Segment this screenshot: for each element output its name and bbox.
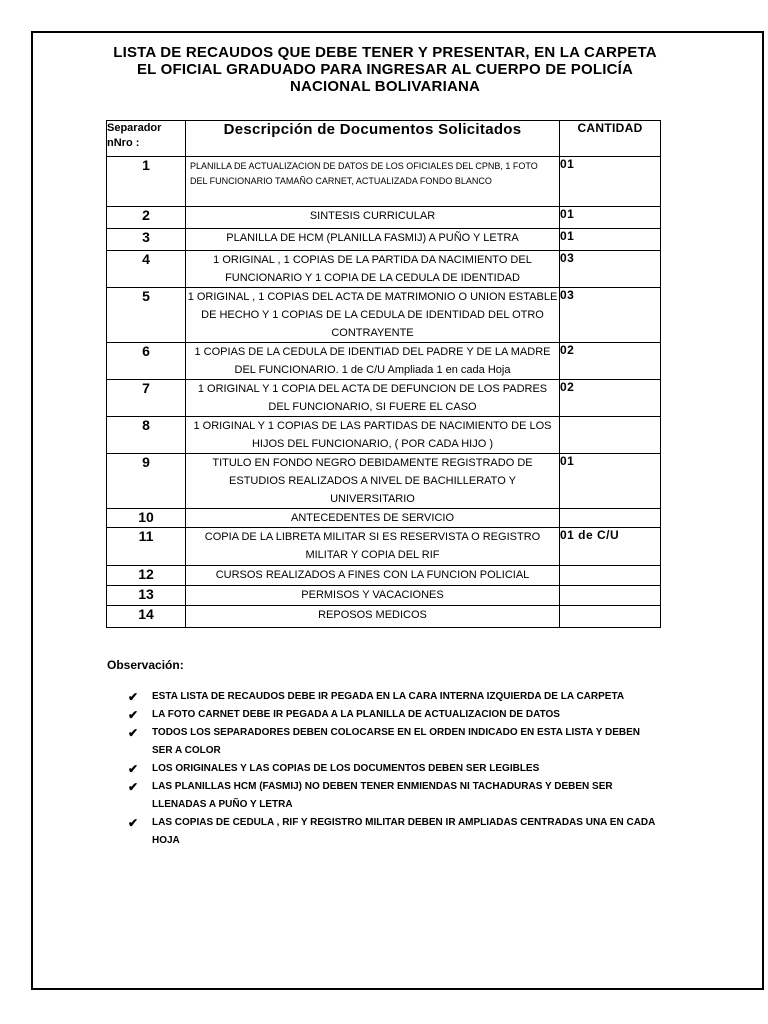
table-body [107, 157, 661, 628]
separator-number: 12 [107, 566, 186, 586]
separator-number: 2 [107, 207, 186, 229]
table-row [107, 251, 661, 288]
observation-text: LAS COPIAS DE CEDULA , RIF Y REGISTRO MILITAR DEBEN IR AMPLIADAS CENTRADAS UNA EN CADA HOJA [152, 817, 655, 846]
list-item [128, 760, 658, 778]
list-item [128, 724, 658, 760]
separator-number: 1 [107, 157, 186, 207]
separator-number: 7 [107, 380, 186, 417]
observation-text: LA FOTO CARNET DEBE IR PEGADA A LA PLANILLA DE ACTUALIZACION DE DATOS [152, 709, 560, 720]
table-row [107, 454, 661, 509]
document-quantity [560, 509, 661, 528]
observations-list [128, 688, 658, 850]
document-description: 1 ORIGINAL , 1 COPIAS DEL ACTA DE MATRIMONIO O UNION ESTABLE DE HECHO Y 1 COPIAS DE LA CEDULA DE IDENTIDAD DEL OTRO CONTRAYENTE [186, 288, 560, 343]
list-item [128, 706, 658, 724]
table-row [107, 207, 661, 229]
document-title [60, 44, 710, 95]
document-quantity: 01 de C/U [560, 528, 661, 566]
header-descripcion: Descripción de Documentos Solicitados [186, 121, 560, 157]
document-quantity: 01 [560, 157, 661, 207]
document-description: PERMISOS Y VACACIONES [186, 586, 560, 606]
checkmark-icon: ✔ [128, 708, 139, 722]
document-description: TITULO EN FONDO NEGRO DEBIDAMENTE REGISTRADO DE ESTUDIOS REALIZADOS A NIVEL DE BACHILLERATO Y UNIVERSITARIO [186, 454, 560, 509]
document-description: SINTESIS CURRICULAR [186, 207, 560, 229]
separator-number: 4 [107, 251, 186, 288]
separator-number: 9 [107, 454, 186, 509]
table-row [107, 229, 661, 251]
document-description: 1 ORIGINAL Y 1 COPIAS DE LAS PARTIDAS DE NACIMIENTO DE LOS HIJOS DEL FUNCIONARIO, ( POR CADA HIJO ) [186, 417, 560, 454]
document-quantity: 01 [560, 454, 661, 509]
list-item [128, 688, 658, 706]
observation-text: TODOS LOS SEPARADORES DEBEN COLOCARSE EN EL ORDEN INDICADO EN ESTA LISTA Y DEBEN SER A COLOR [152, 727, 641, 756]
checkmark-icon: ✔ [128, 762, 139, 776]
documents-table [106, 120, 661, 628]
table-row [107, 566, 661, 586]
document-quantity: 03 [560, 251, 661, 288]
separator-number: 8 [107, 417, 186, 454]
document-quantity [560, 586, 661, 606]
checkmark-icon: ✔ [128, 816, 139, 830]
table-row [107, 586, 661, 606]
table-row [107, 509, 661, 528]
separator-number: 10 [107, 509, 186, 528]
document-quantity [560, 566, 661, 586]
document-description: 1 ORIGINAL , 1 COPIAS DE LA PARTIDA DA NACIMIENTO DEL FUNCIONARIO Y 1 COPIA DE LA CEDULA DE IDENTIDAD [186, 251, 560, 288]
document-description: CURSOS REALIZADOS A FINES CON LA FUNCION POLICIAL [186, 566, 560, 586]
document-quantity: 01 [560, 207, 661, 229]
document-quantity: 01 [560, 229, 661, 251]
document-quantity [560, 606, 661, 628]
document-description: COPIA DE LA LIBRETA MILITAR SI ES RESERVISTA O REGISTRO MILITAR Y COPIA DEL RIF [186, 528, 560, 566]
separator-number: 5 [107, 288, 186, 343]
separator-number: 13 [107, 586, 186, 606]
separator-number: 14 [107, 606, 186, 628]
document-description: PLANILLA DE ACTUALIZACION DE DATOS DE LOS OFICIALES DEL CPNB, 1 FOTO DEL FUNCIONARIO TAMAÑO CARNET, ACTUALIZADA FONDO BLANCO [186, 157, 560, 207]
separator-number: 3 [107, 229, 186, 251]
separator-number: 11 [107, 528, 186, 566]
document-quantity [560, 417, 661, 454]
document-description: REPOSOS MEDICOS [186, 606, 560, 628]
table-row [107, 343, 661, 380]
document-description: PLANILLA DE HCM (PLANILLA FASMIJ) A PUÑO Y LETRA [186, 229, 560, 251]
table-row [107, 528, 661, 566]
title-line-2: EL OFICIAL GRADUADO PARA INGRESAR AL CUERPO DE POLICÍA [136, 61, 634, 78]
document-quantity: 02 [560, 380, 661, 417]
observations-label: Observación: [107, 658, 184, 672]
checkmark-icon: ✔ [128, 780, 139, 794]
list-item [128, 778, 658, 814]
document-quantity: 03 [560, 288, 661, 343]
checkmark-icon: ✔ [128, 726, 139, 740]
document-description: ANTECEDENTES DE SERVICIO [186, 509, 560, 528]
table-row [107, 417, 661, 454]
table-row [107, 288, 661, 343]
table-header-row [107, 121, 661, 157]
header-separador: Separador nNro : [107, 121, 186, 157]
document-quantity: 02 [560, 343, 661, 380]
observation-text: ESTA LISTA DE RECAUDOS DEBE IR PEGADA EN LA CARA INTERNA IZQUIERDA DE LA CARPETA [152, 691, 625, 702]
observation-text: LAS PLANILLAS HCM (FASMIJ) NO DEBEN TENER ENMIENDAS NI TACHADURAS Y DEBEN SER LLENADAS A PUÑO Y LETRA [152, 781, 613, 810]
document-description: 1 ORIGINAL Y 1 COPIA DEL ACTA DE DEFUNCION DE LOS PADRES DEL FUNCIONARIO, SI FUERE EL CASO [186, 380, 560, 417]
observation-text: LOS ORIGINALES Y LAS COPIAS DE LOS DOCUMENTOS DEBEN SER LEGIBLES [152, 763, 540, 774]
separator-number: 6 [107, 343, 186, 380]
table-row [107, 606, 661, 628]
checkmark-icon: ✔ [128, 690, 139, 704]
table-row [107, 157, 661, 207]
document-description: 1 COPIAS DE LA CEDULA DE IDENTIAD DEL PADRE Y DE LA MADRE DEL FUNCIONARIO. 1 de C/U Ampliada 1 en cada Hoja [186, 343, 560, 380]
title-line-3: NACIONAL BOLIVARIANA [289, 78, 481, 95]
title-line-1: LISTA DE RECAUDOS QUE DEBE TENER Y PRESENTAR, EN LA CARPETA [113, 44, 657, 61]
table-row [107, 380, 661, 417]
header-cantidad: CANTIDAD [560, 121, 661, 157]
list-item [128, 814, 658, 850]
